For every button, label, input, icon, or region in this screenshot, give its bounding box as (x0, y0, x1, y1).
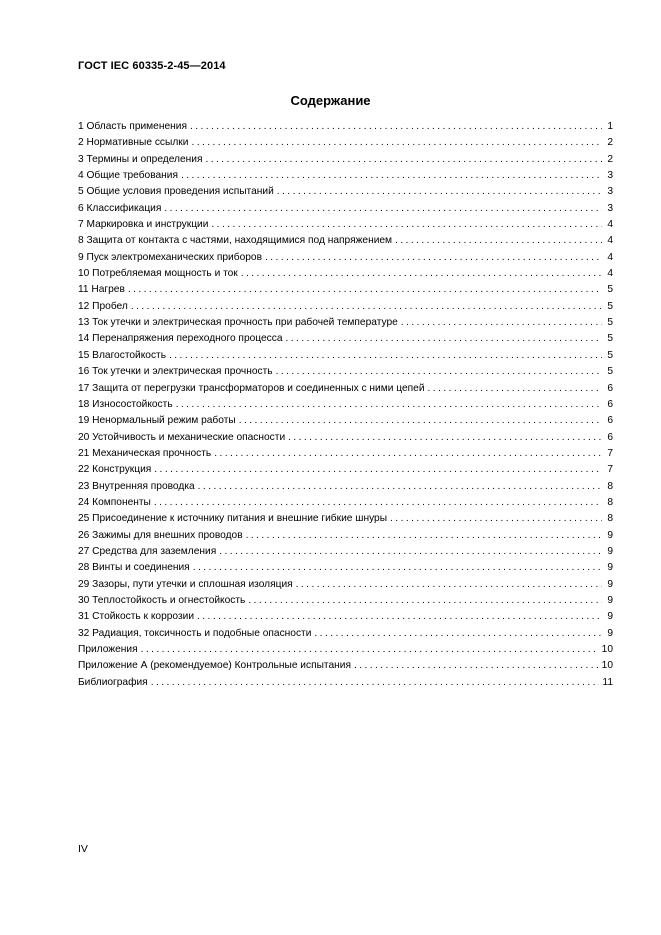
toc-entry[interactable] (78, 266, 613, 282)
toc-entry-page: 10 (601, 644, 613, 655)
toc-leader-dots (128, 282, 602, 298)
toc-leader-dots (390, 511, 602, 527)
toc-leader-dots (154, 462, 602, 478)
toc-entry-page: 5 (607, 349, 613, 361)
toc-leader-dots (314, 626, 602, 642)
toc-entry-page: 8 (607, 496, 613, 508)
toc-leader-dots (288, 430, 602, 446)
toc-entry-page: 9 (607, 562, 613, 574)
toc-entry[interactable] (78, 446, 613, 462)
toc-entry-page: 6 (607, 431, 613, 443)
toc-entry[interactable] (78, 544, 613, 560)
toc-leader-dots (197, 609, 602, 625)
toc-entry[interactable] (78, 658, 613, 674)
toc-entry-label: 3 Термины и определения (78, 153, 203, 165)
toc-entry-page: 6 (607, 415, 613, 427)
toc-entry-page: 9 (607, 529, 613, 541)
toc-entry-page: 10 (601, 660, 613, 672)
toc-entry-label: 16 Ток утечки и электрическая прочность (78, 366, 273, 378)
toc-entry-page: 5 (607, 366, 613, 378)
toc-entry-page: 8 (607, 513, 613, 525)
toc-entry-page: 3 (607, 170, 613, 182)
toc-leader-dots (141, 642, 599, 658)
toc-entry-label: 23 Внутренняя проводка (78, 480, 195, 492)
toc-entry-page: 4 (607, 268, 613, 280)
toc-leader-dots (198, 479, 602, 495)
toc-entry-label: 18 Износостойкость (78, 398, 173, 410)
toc-entry[interactable] (78, 233, 613, 249)
toc-entry[interactable] (78, 495, 613, 511)
toc-entry-label: 12 Пробел (78, 300, 128, 312)
toc-entry[interactable] (78, 184, 613, 200)
toc-entry-label: 11 Нагрев (78, 284, 125, 296)
toc-entry-label: Библиография (78, 676, 148, 688)
toc-leader-dots (131, 299, 602, 315)
toc-leader-dots (239, 413, 602, 429)
toc-entry-label: 8 Защита от контакта с частями, находящимися под напряжением (78, 235, 393, 247)
toc-entry-label: 27 Средства для заземления (78, 545, 217, 557)
toc-entry[interactable] (78, 528, 613, 544)
toc-entry-label: 10 Потребляемая мощность и ток (78, 268, 238, 280)
toc-entry-label: 15 Влагостойкость (78, 349, 167, 361)
toc-entry[interactable] (78, 364, 613, 380)
toc-entry[interactable] (78, 642, 613, 658)
toc-leader-dots (219, 544, 602, 560)
toc-leader-dots (193, 560, 602, 576)
toc-entry-label: 17 Защита от перегрузки трансформаторов и соединенных с ними цепей (78, 382, 425, 394)
toc-entry[interactable] (78, 282, 613, 298)
toc-entry-label: 6 Классификация (78, 202, 162, 214)
toc-entry-page: 4 (607, 235, 613, 247)
toc-entry-page: 5 (607, 317, 613, 329)
footer-page-number: IV (78, 843, 88, 855)
toc-leader-dots (248, 593, 602, 609)
toc-title: Содержание (290, 93, 371, 108)
toc-entry-label: 4 Общие требования (78, 170, 179, 182)
toc-entry-page: 3 (607, 186, 613, 198)
toc-entry-page: 9 (607, 545, 613, 557)
toc-leader-dots (211, 217, 602, 233)
toc-entry-page: 5 (607, 300, 613, 312)
toc-entry-page: 9 (607, 578, 613, 590)
toc-leader-dots (277, 184, 602, 200)
toc-entry-label: 31 Стойкость к коррозии (78, 611, 195, 623)
toc-entry-label: 20 Устойчивость и механические опасности (78, 431, 286, 443)
toc-leader-dots (395, 233, 602, 249)
toc-leader-dots (181, 168, 602, 184)
toc-leader-dots (151, 675, 600, 691)
toc-entry[interactable] (78, 250, 613, 266)
toc-entry[interactable] (78, 626, 613, 642)
toc-leader-dots (191, 135, 602, 151)
toc-entry-page: 5 (607, 333, 613, 345)
toc-leader-dots (164, 201, 602, 217)
toc-leader-dots (286, 331, 602, 347)
toc-entry[interactable] (78, 331, 613, 347)
toc-leader-dots (276, 364, 602, 380)
toc-entry-label: 13 Ток утечки и электрическая прочность при рабочей температуре (78, 317, 398, 329)
toc-entry-label: 21 Механическая прочность (78, 447, 212, 459)
toc-leader-dots (169, 348, 602, 364)
toc-entry-page: 7 (607, 464, 613, 476)
toc-entry[interactable] (78, 609, 613, 625)
toc-entry[interactable] (78, 168, 613, 184)
toc-entry-label: 25 Присоединение к источнику питания и внешние гибкие шнуры (78, 513, 388, 525)
toc-leader-dots (205, 152, 602, 168)
table-of-contents (78, 119, 613, 691)
toc-entry-label: 24 Компоненты (78, 496, 151, 508)
toc-entry-label: 19 Ненормальный режим работы (78, 415, 236, 427)
toc-leader-dots (354, 658, 599, 674)
toc-leader-dots (401, 315, 602, 331)
toc-entry-page: 8 (607, 480, 613, 492)
toc-leader-dots (214, 446, 602, 462)
toc-entry-label: 32 Радиация, токсичность и подобные опасности (78, 627, 312, 639)
toc-leader-dots (428, 381, 602, 397)
toc-entry[interactable] (78, 560, 613, 576)
toc-entry[interactable] (78, 299, 613, 315)
toc-entry-page: 7 (607, 447, 613, 459)
toc-leader-dots (296, 577, 602, 593)
toc-entry-label: 30 Теплостойкость и огнестойкость (78, 594, 246, 606)
toc-entry-label: Приложение А (рекомендуемое) Контрольные испытания (78, 660, 351, 672)
toc-entry-label: 28 Винты и соединения (78, 562, 190, 574)
toc-leader-dots (190, 119, 602, 135)
toc-entry-page: 4 (607, 251, 613, 263)
toc-entry[interactable] (78, 577, 613, 593)
toc-entry[interactable] (78, 479, 613, 495)
toc-entry[interactable] (78, 201, 613, 217)
toc-entry[interactable] (78, 348, 613, 364)
toc-entry-label: 22 Конструкция (78, 464, 152, 476)
toc-entry-page: 11 (602, 676, 613, 688)
toc-entry-label: 9 Пуск электромеханических приборов (78, 251, 262, 263)
toc-entry[interactable] (78, 511, 613, 527)
toc-entry-page: 2 (607, 137, 613, 149)
toc-entry[interactable] (78, 462, 613, 478)
document-header: ГОСТ IEC 60335-2-45—2014 (78, 60, 226, 72)
toc-entry[interactable] (78, 593, 613, 609)
toc-entry-page: 9 (607, 594, 613, 606)
toc-entry[interactable] (78, 675, 613, 691)
toc-entry-label: Приложения (78, 644, 138, 655)
toc-leader-dots (265, 250, 602, 266)
toc-entry-page: 9 (607, 627, 613, 639)
toc-entry-label: 26 Зажимы для внешних проводов (78, 529, 243, 541)
toc-entry-label: 5 Общие условия проведения испытаний (78, 186, 274, 198)
toc-leader-dots (176, 397, 602, 413)
toc-entry[interactable] (78, 397, 613, 413)
toc-entry-page: 9 (607, 611, 613, 623)
toc-entry-label: 7 Маркировка и инструкции (78, 219, 209, 231)
toc-entry[interactable] (78, 152, 613, 168)
toc-entry[interactable] (78, 430, 613, 446)
toc-entry-label: 2 Нормативные ссылки (78, 137, 189, 149)
toc-entry-page: 5 (607, 284, 613, 296)
toc-entry-page: 6 (607, 382, 613, 394)
toc-entry[interactable] (78, 315, 613, 331)
toc-entry-page: 2 (607, 153, 613, 165)
toc-entry[interactable] (78, 135, 613, 151)
toc-entry-page: 1 (607, 121, 613, 132)
toc-leader-dots (154, 495, 602, 511)
toc-entry[interactable] (78, 217, 613, 233)
toc-entry-label: 1 Область применения (78, 121, 187, 132)
toc-entry-label: 29 Зазоры, пути утечки и сплошная изоляция (78, 578, 293, 590)
toc-entry-page: 3 (607, 202, 613, 214)
toc-entry[interactable] (78, 119, 613, 135)
toc-entry[interactable] (78, 381, 613, 397)
toc-entry[interactable] (78, 413, 613, 429)
toc-entry-label: 14 Перенапряжения переходного процесса (78, 333, 283, 345)
toc-leader-dots (241, 266, 602, 282)
toc-entry-page: 4 (607, 219, 613, 231)
toc-leader-dots (246, 528, 602, 544)
toc-entry-page: 6 (607, 398, 613, 410)
